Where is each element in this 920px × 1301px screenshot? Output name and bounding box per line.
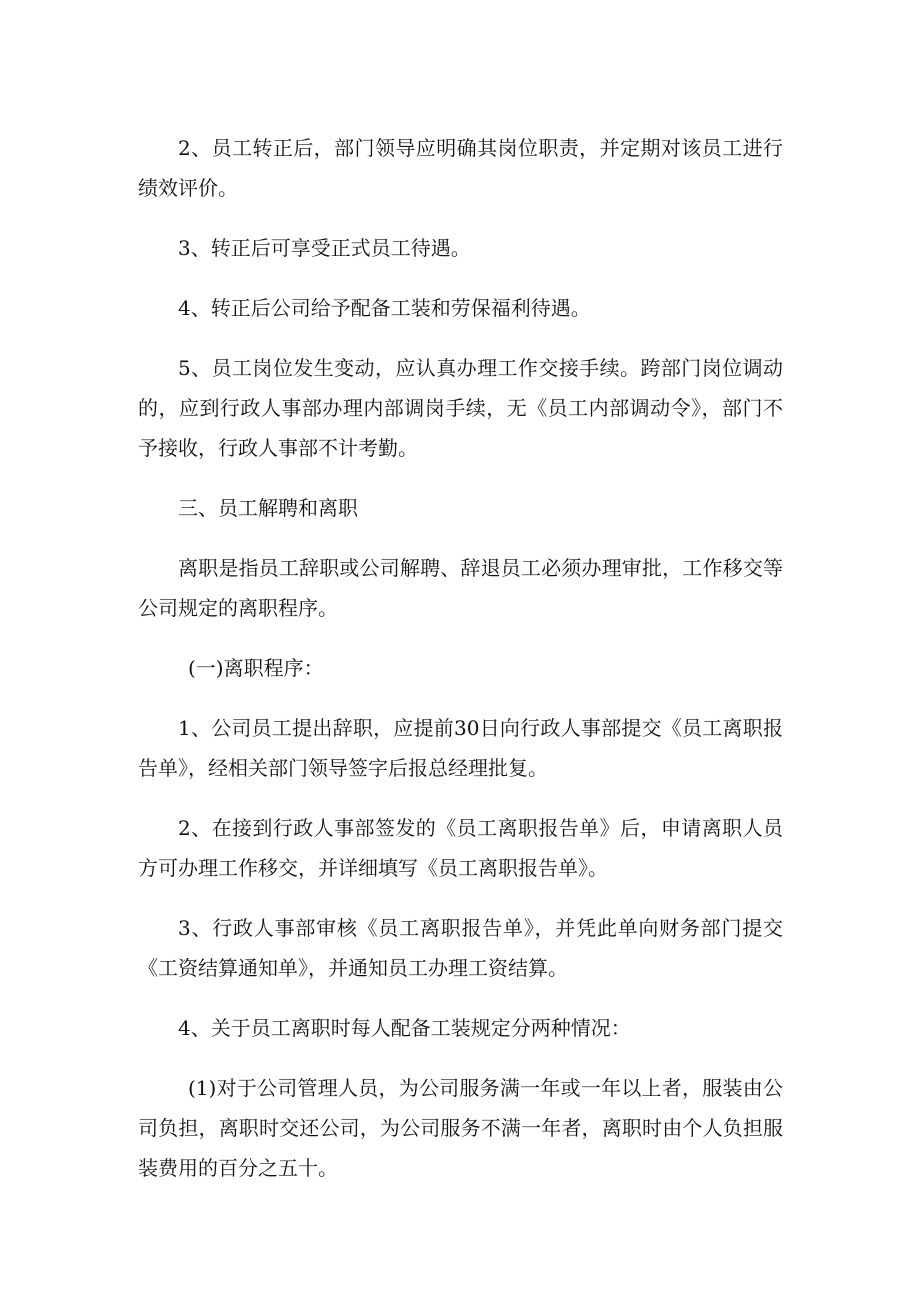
section-heading-dismissal-resignation: 三、员工解聘和离职 [178,496,358,520]
procedure-subitem-1: (1)对于公司管理人员，为公司服务满一年或一年以上者，服装由公司负担，离职时交还公司，为公司服务不满一年者，离职时由个人负担服装费用的百分之五十。 [138,1076,783,1180]
paragraph-resignation-definition: 离职是指员工辞职或公司解聘、辞退员工必须办理审批，工作移交等公司规定的离职程序。 [138,556,783,620]
paragraph-item-5: 5、员工岗位发生变动，应认真办理工作交接手续。跨部门岗位调动的，应到行政人事部办理内部调岗手续，无《员工内部调动令》，部门不予接收，行政人事部不计考勤。 [138,356,783,460]
subsection-heading-resignation-procedure: (一)离职程序： [188,656,324,680]
procedure-item-2: 2、在接到行政人事部签发的《员工离职报告单》后，申请离职人员方可办理工作移交，并详细填写《员工离职报告单》。 [138,816,783,880]
procedure-item-3: 3、行政人事部审核《员工离职报告单》，并凭此单向财务部门提交《工资结算通知单》，并通知员工办理工资结算。 [138,916,783,980]
procedure-item-4: 4、关于员工离职时每人配备工装规定分两种情况： [178,1016,631,1040]
paragraph-item-2: 2、员工转正后，部门领导应明确其岗位职责，并定期对该员工进行绩效评价。 [138,136,783,200]
document-body [138,128,783,1208]
procedure-item-1: 1、公司员工提出辞职，应提前30日向行政人事部提交《员工离职报告单》，经相关部门领导签字后报总经理批复。 [138,716,783,780]
paragraph-item-3: 3、转正后可享受正式员工待遇。 [178,236,471,260]
paragraph-item-4: 4、转正后公司给予配备工装和劳保福利待遇。 [178,296,591,320]
